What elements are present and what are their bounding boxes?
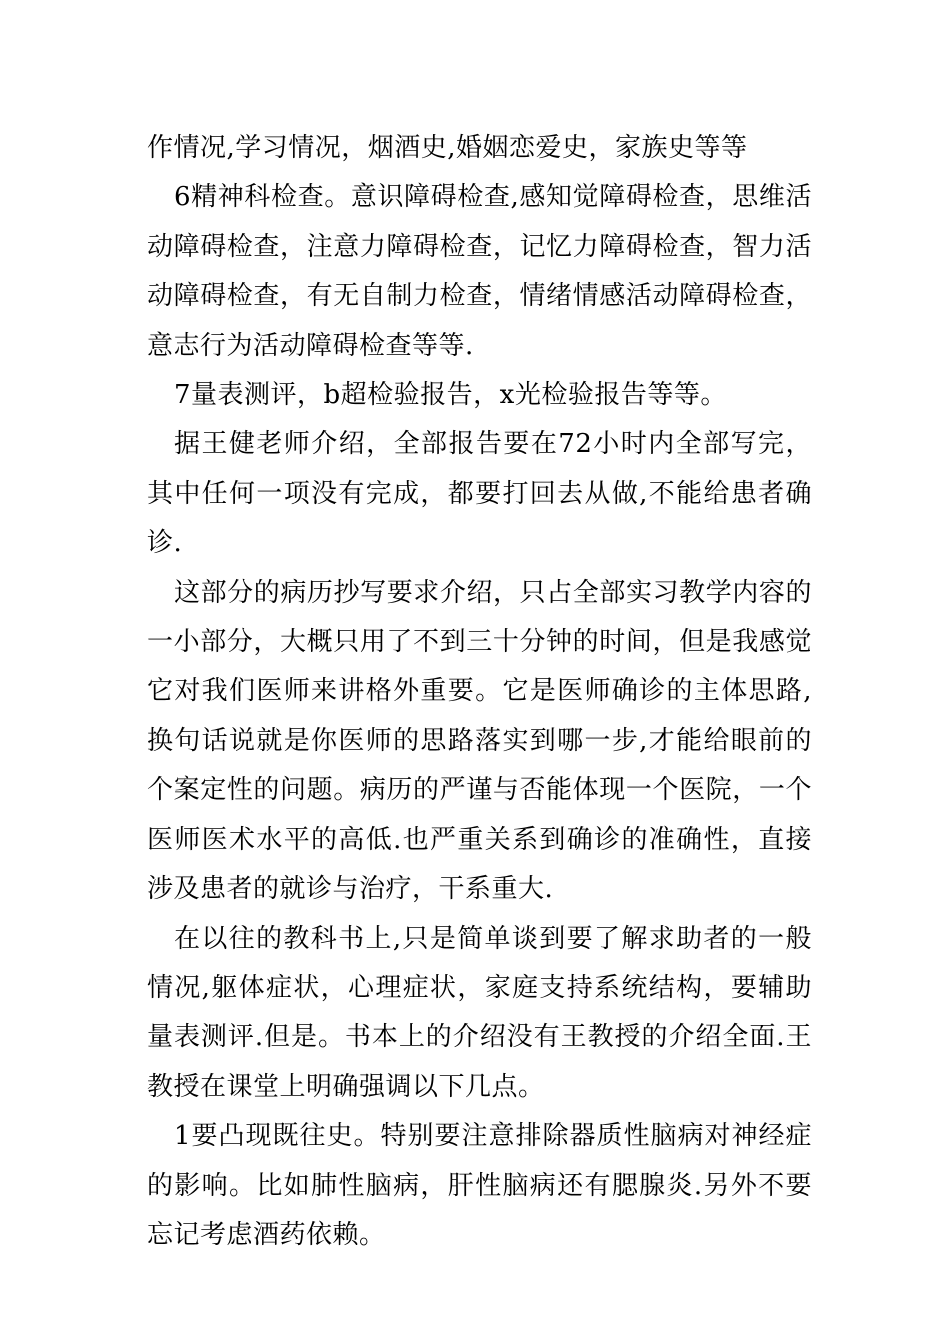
paragraph-report-deadline: 据王健老师介绍，全部报告要在72小时内全部写完，其中任何一项没有完成，都要打回去从做,不能给患者确诊. — [147, 429, 812, 559]
paragraph-continued-history: 作情况,学习情况，烟酒史,婚姻恋爱史，家族史等等 — [147, 133, 748, 163]
paragraph-medical-record-importance: 这部分的病历抄写要求介绍，只占全部实习教学内容的一小部分，大概只用了不到三十分钟的时间，但是我感觉它对我们医师来讲格外重要。它是医师确诊的主体思路,换句话说就是你医师的思路落实到哪一步,才能给眼前的个案定性的问题。病历的严谨与否能体现一个医院，一个医师医术水平的高低.也严重关系到确诊的准确性，直接涉及患者的就诊与治疗，干系重大. — [147, 577, 812, 905]
paragraph-psychiatric-exam: 6精神科检查。意识障碍检查,感知觉障碍检查，思维活动障碍检查，注意力障碍检查，记忆力障碍检查，智力活动障碍检查，有无自制力检查，情绪情感活动障碍检查，意志行为活动障碍检查等等. — [147, 182, 812, 361]
paragraph-scale-assessment: 7量表测评，b超检验报告，x光检验报告等等。 — [174, 380, 727, 411]
paragraph-past-history-point: 1要凸现既往史。特别要注意排除器质性脑病对神经症的影响。比如肺性脑病，肝性脑病还有腮腺炎.另外不要忘记考虑酒药依赖。 — [147, 1121, 812, 1250]
document-body — [147, 124, 812, 1260]
paragraph-textbook-comparison: 在以往的教科书上,只是简单谈到要了解求助者的一般情况,躯体症状，心理症状，家庭支持系统结构，要辅助量表测评.但是。书本上的介绍没有王教授的介绍全面.王教授在课堂上明确强调以下几点。 — [147, 923, 812, 1102]
